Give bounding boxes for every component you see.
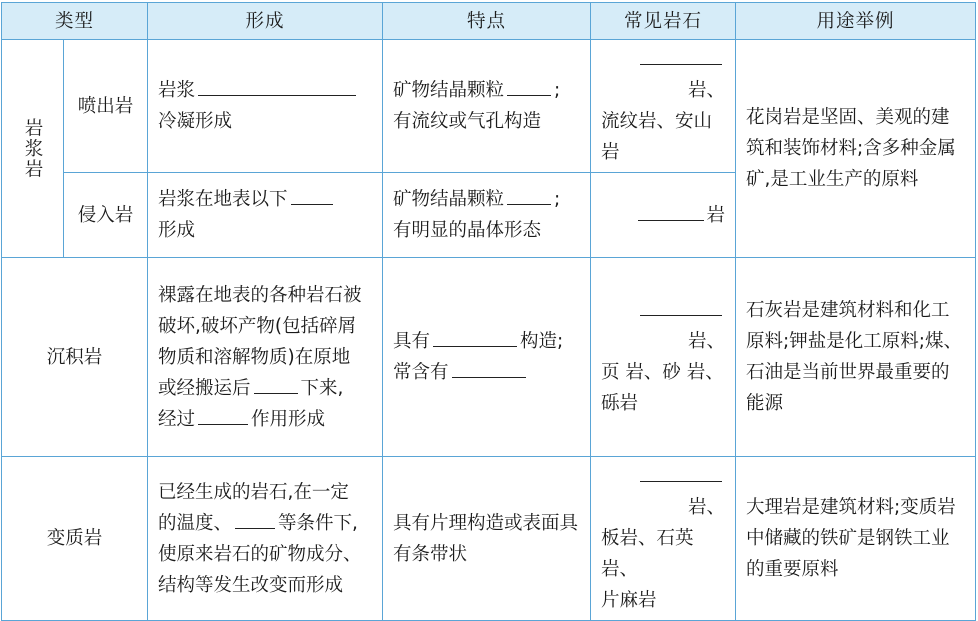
rock-classification-table [1,2,976,621]
intrusive-formation-text-a: 岩浆在地表以下 [158,189,288,210]
header-row [2,3,976,40]
fill-blank[interactable] [640,44,722,65]
intrusive-formation-text-b: 形成 [158,220,196,241]
sedimentary-features [383,258,591,457]
extrusive-formation-text-a: 岩浆 [158,80,196,101]
header-formation: 形成 [148,3,383,40]
metamorphic-features-text: 具有片理构造或表面具有条带状 [393,512,579,565]
sedimentary-features-text-a2: 构造; [520,331,564,352]
fill-blank[interactable] [640,295,722,316]
metamorphic-formation-line-4: 结构等发生改变而形成 [158,574,344,596]
row-extrusive [2,40,976,173]
rock-classification-table-frame [1,2,975,611]
intrusive-common-text-a: 岩 [706,204,726,226]
sedimentary-usage-text: 石灰岩是建筑材料和化工原料;钾盐是化工原料;煤、石油是当前世界最重要的能源 [746,300,962,414]
header-usage: 用途举例 [736,3,976,40]
metamorphic-usage [736,457,976,621]
row-sedimentary [2,258,976,457]
extrusive-features-text-a: 矿物结晶颗粒 [393,80,505,101]
sedimentary-features-text-a1: 具有 [393,331,431,352]
sedimentary-features-text-b1: 常含有 [393,362,449,383]
sedimentary-usage [736,258,976,457]
header-type: 类型 [2,3,148,40]
intrusive-features-end: ; [554,189,561,210]
fill-blank[interactable] [433,326,517,347]
extrusive-features-text-b: 有流纹或气孔构造 [393,111,542,132]
metamorphic-common-text-c: 片麻岩 [601,590,657,611]
sedimentary-formation-line-5a: 经过 [158,408,196,430]
metamorphic-common-rocks [591,457,736,621]
extrusive-formation-text-b: 冷凝形成 [158,111,233,132]
metamorphic-formation-line-3: 使原来岩石的矿物成分、 [158,543,362,565]
intrusive-features [383,173,591,258]
metamorphic-common-text-b: 板岩、石英岩、 [601,528,694,580]
sedimentary-common-text-c: 砾岩 [601,393,639,414]
igneous-usage [736,40,976,258]
fill-blank[interactable] [638,200,704,221]
fill-blank[interactable] [507,75,551,96]
fill-blank[interactable] [507,184,551,205]
metamorphic-usage-text: 大理岩是建筑材料;变质岩中储藏的铁矿是钢铁工业的重要原料 [746,497,956,580]
sedimentary-type: 沉积岩 [2,258,148,457]
igneous-usage-text: 花岗岩是坚固、美观的建筑和装饰材料;含多种金属矿,是工业生产的原料 [746,107,956,190]
fill-blank[interactable] [198,75,356,96]
sedimentary-formation-line-1: 裸露在地表的各种岩石被 [158,284,362,306]
sedimentary-formation-line-4a: 或经搬运后 [158,377,251,399]
sedimentary-common-rocks [591,258,736,457]
sedimentary-formation-line-4b: 下来, [300,377,344,399]
fill-blank[interactable] [254,373,298,394]
metamorphic-common-text-a: 岩、 [688,497,726,518]
metamorphic-formation-line-2a: 的温度、 [158,512,233,534]
header-common-rocks: 常见岩石 [591,3,736,40]
sedimentary-common-text-b: 页 岩、砂 岩、 [601,362,724,383]
fill-blank[interactable] [291,184,333,205]
igneous-group-cell [2,40,64,258]
sedimentary-formation-line-2: 破坏,破坏产物(包括碎屑 [158,315,357,337]
sedimentary-common-text-a: 岩、 [688,331,726,352]
fill-blank[interactable] [198,404,248,425]
intrusive-common-rocks [591,173,736,258]
header-features: 特点 [383,3,591,40]
fill-blank[interactable] [452,357,526,378]
extrusive-common-rocks [591,40,736,173]
intrusive-features-text-a: 矿物结晶颗粒 [393,189,505,210]
metamorphic-formation-line-1: 已经生成的岩石,在一定 [158,481,349,503]
extrusive-formation [148,40,383,173]
igneous-group-label: 岩浆岩 [22,117,43,180]
sedimentary-formation-line-3: 物质和溶解物质)在原地 [158,346,351,368]
intrusive-features-text-b: 有明显的晶体形态 [393,220,542,241]
fill-blank[interactable] [235,508,275,529]
row-metamorphic [2,457,976,621]
sedimentary-formation-line-5b: 作用形成 [251,408,326,430]
metamorphic-features [383,457,591,621]
metamorphic-type: 变质岩 [2,457,148,621]
intrusive-formation [148,173,383,258]
extrusive-features-end: ; [554,80,561,101]
sedimentary-formation [148,258,383,457]
fill-blank[interactable] [640,461,722,482]
extrusive-common-text-a: 岩、 [688,80,726,101]
extrusive-features [383,40,591,173]
metamorphic-formation-line-2b: 等条件下, [278,512,358,534]
extrusive-type: 喷出岩 [64,40,148,173]
intrusive-type: 侵入岩 [64,173,148,258]
metamorphic-formation [148,457,383,621]
extrusive-common-text-b: 流纹岩、安山岩 [601,111,713,163]
